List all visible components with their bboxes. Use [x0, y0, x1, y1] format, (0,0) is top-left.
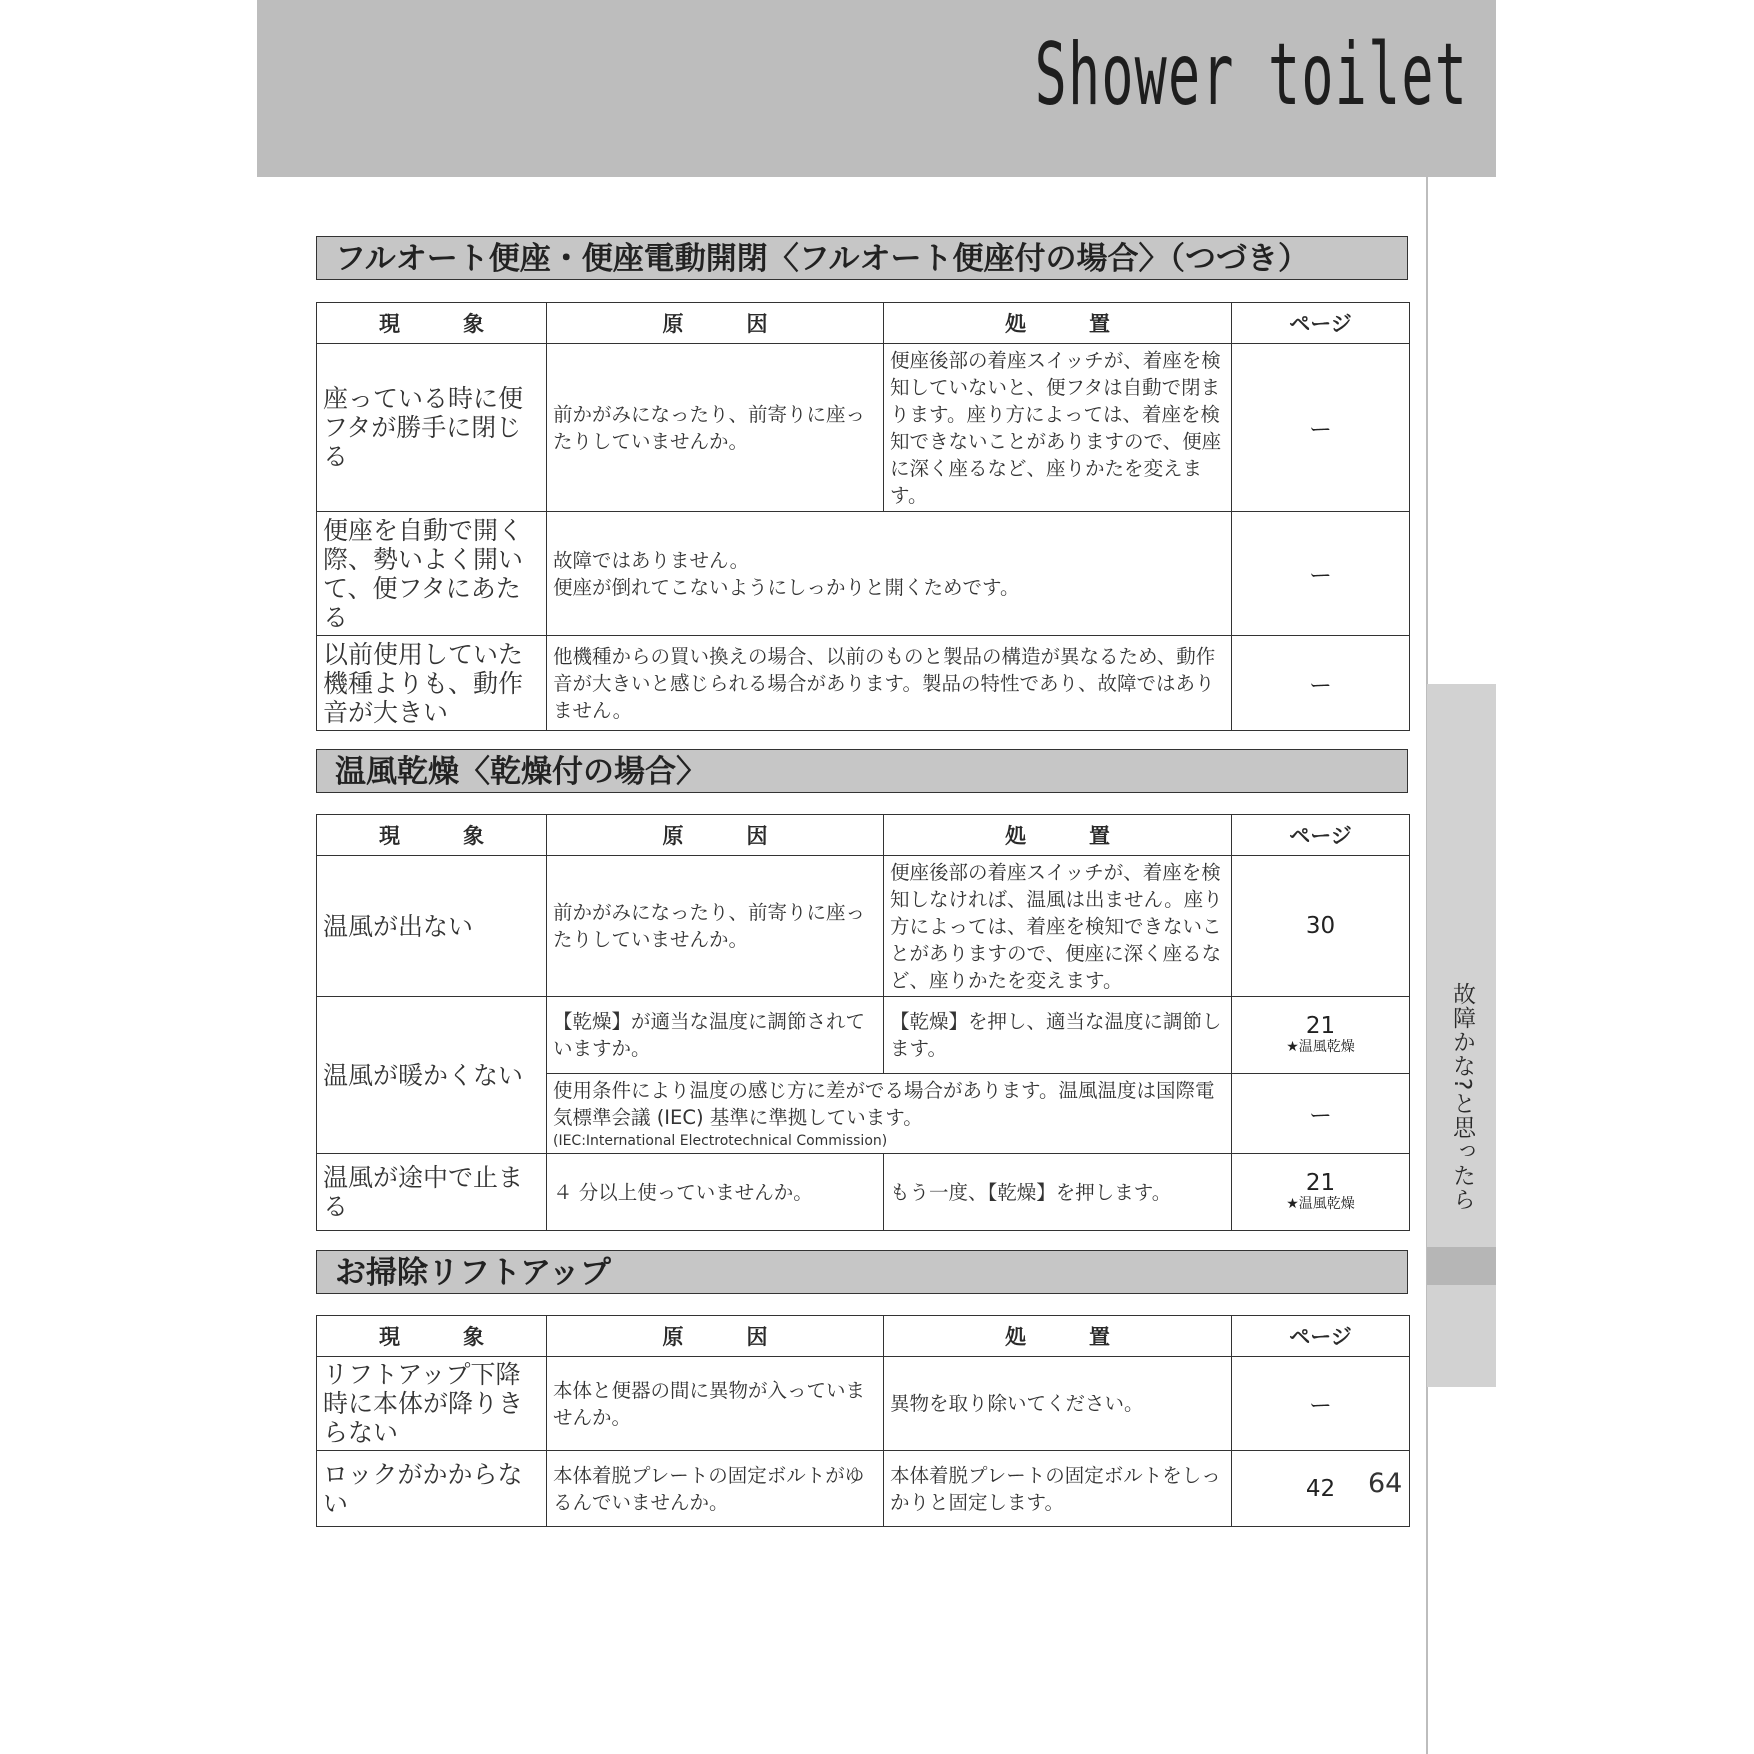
cause-cell: 本体着脱プレートの固定ボルトがゆるんでいませんか。: [547, 1451, 884, 1527]
header-band: [257, 0, 1496, 177]
page-ref-cell: [1232, 1154, 1410, 1231]
phenomenon-cell: 座っている時に便フタが勝手に閉じる: [317, 344, 547, 512]
table-row: [317, 344, 1410, 512]
col-header-cause: 原 因: [547, 1316, 884, 1357]
page-ref-cell: ー: [1232, 512, 1410, 636]
cause-cell: 前かがみになったり、前寄りに座ったりしていませんか。: [547, 344, 884, 512]
troubleshoot-table-warm-air-dry: [316, 814, 1410, 1231]
cause-cell: 前かがみになったり、前寄りに座ったりしていませんか。: [547, 856, 884, 997]
brand-logo: Shower toilet: [1034, 25, 1468, 125]
page-ref-cell: ー: [1232, 636, 1410, 731]
table-header-row: [317, 815, 1410, 856]
remedy-cell: 【乾燥】を押し、適当な温度に調節します。: [884, 997, 1232, 1074]
section-title-lift-up: お掃除リフトアップ: [316, 1250, 1408, 1294]
page-ref-cell: ー: [1232, 344, 1410, 512]
cause-cell: 本体と便器の間に異物が入っていませんか。: [547, 1357, 884, 1451]
col-header-remedy: 処 置: [884, 303, 1232, 344]
note-text: 使用条件により温度の感じ方に差がでる場合があります。温風温度は国際電気標準会議 (IEC) 基準に準拠しています。: [553, 1078, 1215, 1129]
table-row: [317, 1154, 1410, 1231]
troubleshoot-table-full-auto: [316, 302, 1410, 731]
remedy-cell: 便座後部の着座スイッチが、着座を検知していないと、便フタは自動で閉まります。座り方によっては、着座を検知できないことがありますので、便座に深く座るなど、座りかたを変えます。: [884, 344, 1232, 512]
cause-cell: ４ 分以上使っていませんか。: [547, 1154, 884, 1231]
phenomenon-cell: 温風が途中で止まる: [317, 1154, 547, 1231]
table-row: [317, 856, 1410, 997]
col-header-page: ページ: [1232, 1316, 1410, 1357]
remedy-cell: 異物を取り除いてください。: [884, 1357, 1232, 1451]
page-ref-cell: ー: [1232, 1074, 1410, 1154]
explanation-line: 便座が倒れてこないようにしっかりと開くためです。: [553, 575, 1020, 599]
page-ref-cell: 30: [1232, 856, 1410, 997]
col-header-page: ページ: [1232, 815, 1410, 856]
explanation-cell: [547, 512, 1232, 636]
col-header-page: ページ: [1232, 303, 1410, 344]
phenomenon-cell: リフトアップ下降時に本体が降りきらない: [317, 1357, 547, 1451]
explanation-cell: 他機種からの買い換えの場合、以前のものと製品の構造が異なるため、動作音が大きいと感じられる場合があります。製品の特性であり、故障ではありません。: [547, 636, 1232, 731]
table-row: [317, 636, 1410, 731]
troubleshoot-table-lift-up: [316, 1315, 1410, 1527]
remedy-cell: 本体着脱プレートの固定ボルトをしっかりと固定します。: [884, 1451, 1232, 1527]
col-header-remedy: 処 置: [884, 1316, 1232, 1357]
table-row: [317, 997, 1410, 1074]
page-ref-cell: ー: [1232, 1357, 1410, 1451]
remedy-cell: もう一度、【乾燥】を押します。: [884, 1154, 1232, 1231]
side-tab-label: 故障かな?と思ったら: [1449, 982, 1475, 1212]
page-number: 21: [1305, 1170, 1336, 1196]
side-index-tab: [1427, 684, 1496, 1387]
page-ref-cell: 42: [1232, 1451, 1410, 1527]
page-number: 21: [1305, 1013, 1336, 1039]
table-row: [317, 1357, 1410, 1451]
phenomenon-cell: ロックがかからない: [317, 1451, 547, 1527]
phenomenon-cell: 以前使用していた機種よりも、動作音が大きい: [317, 636, 547, 731]
cause-cell: 【乾燥】が適当な温度に調節されていますか。: [547, 997, 884, 1074]
col-header-cause: 原 因: [547, 815, 884, 856]
col-header-phenomenon: 現 象: [317, 1316, 547, 1357]
page-ref-note: ★温風乾燥: [1286, 1196, 1355, 1212]
remedy-cell: 便座後部の着座スイッチが、着座を検知しなければ、温風は出ません。座り方によっては、着座を検知できないことがありますので、便座に深く座るなど、座りかたを変えます。: [884, 856, 1232, 997]
col-header-remedy: 処 置: [884, 815, 1232, 856]
page-number-footer: 64: [1368, 1468, 1403, 1499]
note-small-text: (IEC:International Electrotechnical Commission): [553, 1132, 888, 1149]
explanation-line: 故障ではありません。: [553, 548, 750, 572]
page-ref-cell: [1232, 997, 1410, 1074]
phenomenon-cell: 便座を自動で開く際、勢いよく開いて、便フタにあたる: [317, 512, 547, 636]
table-header-row: [317, 303, 1410, 344]
table-row: [317, 512, 1410, 636]
table-header-row: [317, 1316, 1410, 1357]
col-header-phenomenon: 現 象: [317, 303, 547, 344]
col-header-phenomenon: 現 象: [317, 815, 547, 856]
note-cell: [547, 1074, 1232, 1154]
col-header-cause: 原 因: [547, 303, 884, 344]
phenomenon-cell: 温風が暖かくない: [317, 997, 547, 1154]
table-row: [317, 1451, 1410, 1527]
phenomenon-cell: 温風が出ない: [317, 856, 547, 997]
page-ref-note: ★温風乾燥: [1286, 1039, 1355, 1055]
section-title-full-auto: フルオート便座・便座電動開閉〈フルオート便座付の場合〉（つづき）: [316, 236, 1408, 280]
section-title-warm-air-dry: 温風乾燥〈乾燥付の場合〉: [316, 749, 1408, 793]
side-tab-marker: [1427, 1247, 1496, 1285]
